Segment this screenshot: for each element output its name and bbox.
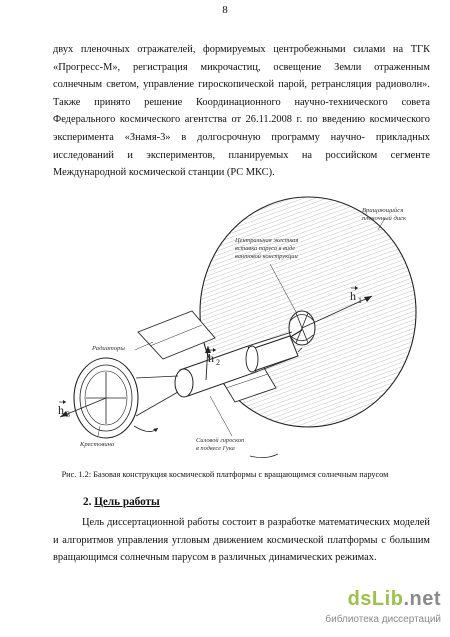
- text-line: совета Федерального космического агентства от 26.11.2008 г. по введению: [53, 96, 430, 126]
- body-paragraph-top: [53, 41, 430, 182]
- svg-text:1: 1: [358, 296, 362, 305]
- text-line: «Прогресс-М», регистрация микрочастиц, освещение Земли отраженным: [53, 61, 430, 73]
- svg-text:3: 3: [66, 410, 70, 419]
- section-title: Цель работы: [94, 496, 160, 508]
- text-line: космического эксперимента «Знамя-3» в долгосрочную программу научно-: [53, 114, 430, 143]
- text-line: прикладных исследований и экспериментов, планируемых на российском: [53, 131, 430, 161]
- label-radiators: Радиаторы: [92, 345, 125, 352]
- label-rotating-disk: Вращающийся пленочный диск: [362, 207, 407, 222]
- section-number: 2.: [83, 496, 92, 508]
- label-central-insert: Центральная жесткая вставка паруса в виде вантовой конструкции: [235, 237, 299, 260]
- svg-text:h: h: [58, 403, 64, 417]
- svg-text:2: 2: [216, 358, 220, 367]
- power-gyro-ring: [74, 358, 178, 438]
- body-paragraph-bottom: [53, 514, 430, 567]
- label-power-gyro: Силовой гироскоп в подвесе Гука: [196, 437, 245, 452]
- platform-diagram: [40, 196, 440, 468]
- figure-caption: Рис. 1.2: Базовая конструкция космической платформы с вращающимся солнечным парусом: [61, 470, 389, 479]
- text-line: моделей и алгоритмов управления угловым движением космической платформы с: [53, 517, 430, 546]
- text-line: радиоволн». Также принято решение Координационного научно-технического: [53, 79, 430, 108]
- text-line: большим вращающимся солнечным парусом в различных динамических режимах.: [53, 534, 430, 564]
- text-line: двух пленочных отражателей, формируемых центробежными силами на ТГК: [53, 44, 430, 55]
- text-line: сегменте Международной космической станции (РС МКС).: [53, 149, 430, 179]
- svg-text:h: h: [350, 289, 356, 303]
- svg-text:h: h: [208, 351, 214, 365]
- site-watermark[interactable]: [305, 588, 445, 632]
- text-line: Цель диссертационной работы состоит в разработке математических: [82, 517, 391, 528]
- label-crosspiece: Крестовина: [80, 441, 115, 448]
- page-number: 8: [222, 4, 228, 16]
- watermark-logo: dsLib.net: [347, 588, 441, 610]
- text-line: солнечным светом, управление гироскопической парой, ретрансляция: [53, 79, 372, 91]
- figure-space-platform: [40, 196, 440, 468]
- section-heading: [83, 496, 160, 508]
- watermark-tagline: библиотека диссертаций: [325, 614, 441, 625]
